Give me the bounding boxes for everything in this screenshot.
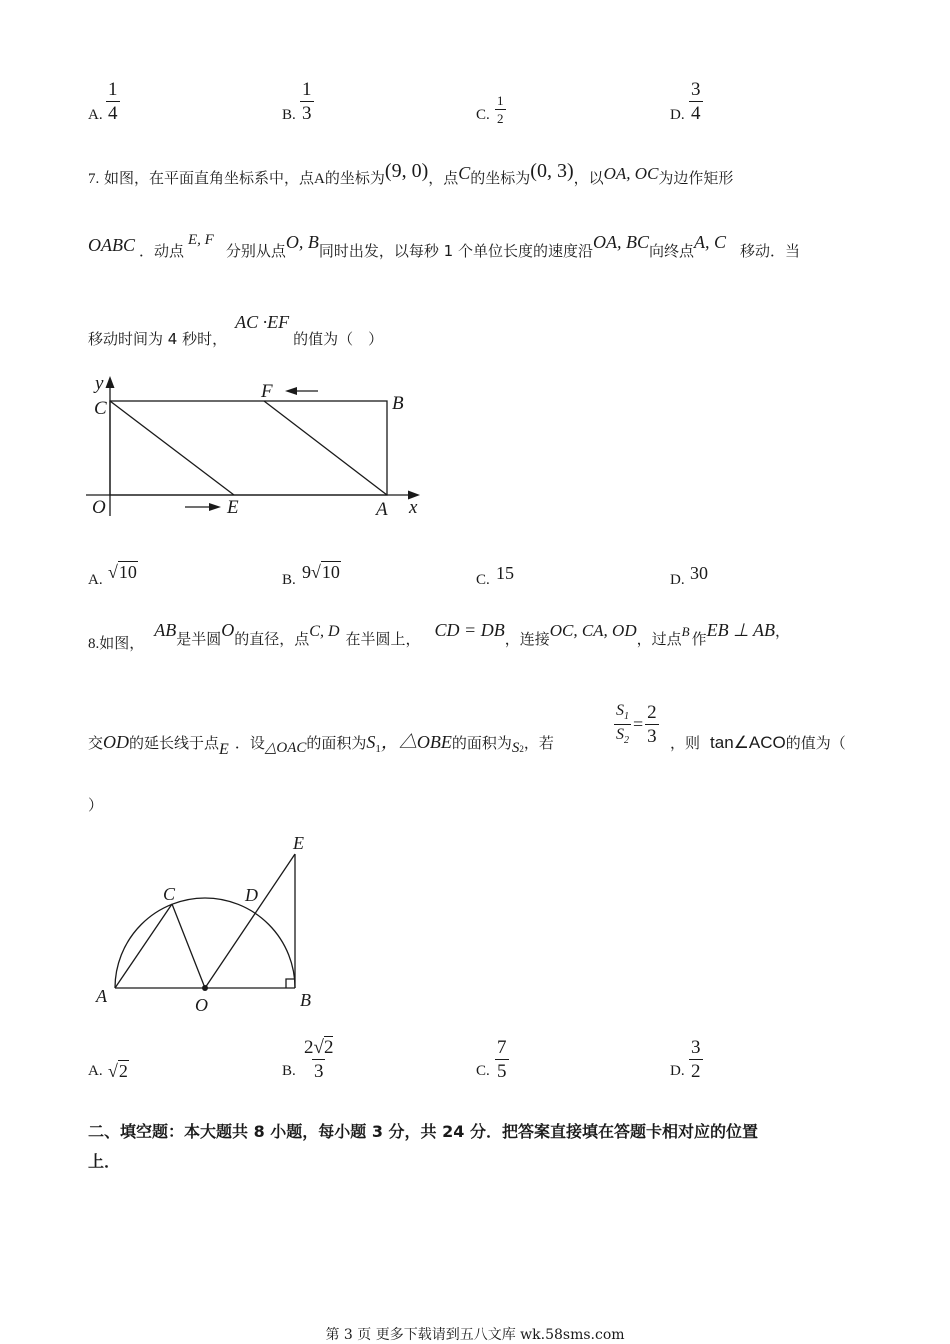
q7-line-1	[88, 160, 734, 189]
equals-sign: =	[633, 714, 644, 735]
q8-text: 的直径，点	[234, 630, 310, 648]
q7-point-c: C	[458, 163, 471, 183]
q7-text: 移动．当	[739, 242, 800, 260]
q8-option-a-value: √2	[108, 1061, 128, 1081]
q8-s1: S	[366, 732, 376, 752]
q7-text: 为边作矩形	[658, 169, 734, 187]
q7-ends: A, C	[693, 232, 726, 252]
label-d: D	[245, 885, 258, 905]
q6-option-b-letter: B.	[282, 107, 296, 123]
fraction-denominator: 3	[302, 103, 312, 124]
q8-text: 交	[88, 734, 104, 752]
q8-tan-expression: tan∠ACO	[710, 733, 786, 752]
coefficient: 2	[304, 1037, 314, 1058]
q7-text: ，点	[428, 169, 459, 187]
section-heading-line-1: 二、填空题：本大题共 8 小题，每小题 3 分，共 24 分．把答案直接填在答题卡相对应的位置	[88, 1122, 758, 1141]
q7-rectangle-figure	[82, 370, 427, 520]
label-o: O	[195, 995, 208, 1015]
q8-triangle-obe: ，△OBE	[380, 732, 452, 752]
q7-starts: O, B	[285, 232, 319, 252]
q8-points: C, D	[309, 623, 340, 640]
q7-option-a-value: √10	[108, 562, 137, 582]
q8-line-1	[88, 620, 790, 652]
q8-closing-paren: ）	[88, 796, 104, 814]
fraction-denominator: 5	[497, 1061, 507, 1082]
q8-option-d-fraction	[689, 1038, 703, 1081]
q8-text: 是半圆	[176, 630, 222, 648]
radicand: 2	[323, 1037, 334, 1058]
label-a: A	[376, 499, 388, 520]
label-y: y	[95, 373, 104, 394]
q7-paths: OA, BC	[592, 232, 649, 252]
segment-ca	[115, 904, 172, 988]
fraction-denominator: 2	[497, 111, 504, 126]
q8-s1-subscript: 1	[375, 743, 381, 755]
q7-coord-a: (9, 0)	[384, 160, 429, 182]
fraction-numerator: 2	[647, 702, 657, 724]
q8-option-d-letter: D.	[670, 1063, 685, 1079]
q8-center: O	[221, 620, 235, 640]
semicircle-arc	[115, 898, 295, 988]
q8-triangle-oac: △OAC	[264, 740, 307, 756]
question-number: 8.	[88, 636, 100, 652]
coefficient: 9	[302, 562, 311, 582]
q7-text: 的坐标为	[470, 169, 531, 187]
q6-option-a-letter: A.	[88, 107, 103, 123]
q8-od: OD	[103, 732, 130, 752]
label-f: F	[261, 381, 273, 402]
q7-option-c-value: 15	[496, 563, 514, 583]
q6-option-d-letter: D.	[670, 107, 685, 123]
q7-option-a-letter: A.	[88, 572, 103, 588]
page-footer: 第 3 页 更多下载请到五八文库 wk.58sms.com	[325, 1327, 625, 1343]
q8-text: ，过点	[636, 630, 682, 648]
radicand: 10	[118, 562, 137, 582]
ratio-s1: S	[616, 702, 624, 719]
q6-option-b-fraction	[300, 80, 314, 123]
ratio-s2: S	[616, 726, 624, 744]
q8-text: 的面积为	[306, 734, 367, 752]
q7-option-b-value: 9√10	[302, 562, 340, 582]
q8-option-c-letter: C.	[476, 1063, 490, 1079]
q8-option-b-letter: B.	[282, 1063, 296, 1079]
q7-text: 移动时间为 4 秒时，	[88, 330, 228, 348]
q8-arcs: CD = DB	[434, 620, 505, 640]
q7-text: ，以	[573, 169, 604, 187]
q7-text: 分别从点	[225, 242, 286, 260]
q7-option-d-letter: D.	[670, 572, 685, 588]
label-e: E	[227, 497, 239, 518]
segment-fa	[264, 401, 387, 495]
q7-text: 同时出发，以每秒 1 个单位长度的速度沿	[318, 242, 593, 260]
q7-rect: OABC	[88, 235, 135, 255]
q7-option-b-letter: B.	[282, 572, 296, 588]
fraction-numerator: 7	[497, 1037, 507, 1058]
segment-oc	[172, 904, 205, 988]
q7-text: ．动点	[139, 242, 185, 260]
rectangle-oabc	[110, 401, 387, 495]
q7-line-3	[88, 312, 384, 348]
label-c: C	[163, 884, 176, 904]
q8-text: ，连接	[504, 630, 550, 648]
q8-text: ，若	[523, 734, 554, 752]
q8-text: 的值为（	[785, 734, 846, 752]
fraction-numerator: 1	[108, 79, 118, 100]
fraction-denominator: 4	[108, 103, 118, 124]
radicand: 10	[321, 562, 340, 582]
fraction-denominator: 4	[691, 103, 701, 124]
label-c: C	[94, 398, 107, 419]
center-dot	[202, 985, 208, 991]
q7-text: 向终点	[648, 242, 694, 260]
q8-ratio-rhs	[645, 703, 659, 746]
q8-text: 的延长线于点	[129, 734, 220, 752]
q7-option-d-value: 30	[690, 563, 708, 583]
q8-option-a-letter: A.	[88, 1063, 103, 1079]
label-b: B	[392, 393, 404, 414]
q7-line-2	[88, 232, 800, 261]
fraction-numerator: 1	[497, 93, 504, 108]
section-heading	[88, 1117, 858, 1177]
section-heading-line-2: 上．	[88, 1152, 121, 1171]
segment-ce	[110, 401, 234, 495]
fraction-numerator: 1	[302, 79, 312, 100]
q8-segments: OC, CA, OD	[549, 621, 637, 640]
label-x: x	[409, 497, 418, 518]
q8-ratio-lhs	[614, 703, 631, 746]
q8-perpendicular: EB ⊥ AB	[706, 620, 775, 640]
fraction-denominator: 3	[647, 726, 657, 748]
q8-point-e: E	[219, 741, 229, 758]
q7-sides: OA, OC	[603, 164, 659, 183]
q8-option-b-fraction: $\frac{2√2}{3}$	[304, 1037, 334, 1082]
label-b: B	[300, 990, 311, 1010]
q7-expression: AC ·EF	[235, 312, 290, 332]
q8-text: 如图，	[99, 634, 145, 652]
q7-movers: E, F	[188, 232, 214, 248]
ratio-s1-subscript: 1	[624, 711, 629, 723]
q8-text: ，	[774, 622, 790, 640]
q8-text: 在半圆上，	[345, 630, 421, 648]
q8-semicircle-figure	[90, 830, 315, 1020]
q8-line-2	[88, 728, 554, 758]
q8-text: ．设	[234, 734, 265, 752]
q7-coord-c: (0, 3)	[530, 160, 574, 182]
q7-text: 如图，在平面直角坐标系中，点	[104, 169, 315, 187]
q8-text: 的面积为	[451, 734, 512, 752]
q7-text: 的坐标为	[324, 169, 385, 187]
q8-option-c-fraction	[495, 1038, 509, 1081]
q8-s2-subscript: 2	[519, 744, 524, 754]
q8-s2: S	[511, 740, 520, 756]
ratio-s2-subscript: 2	[624, 735, 629, 747]
label-o: O	[92, 497, 106, 518]
right-angle-icon	[286, 979, 295, 988]
q6-option-d-fraction	[689, 80, 703, 123]
radicand: 2	[118, 1061, 128, 1081]
question-number: 7.	[88, 171, 100, 187]
q7-point-a: A	[314, 171, 325, 187]
fraction-numerator: 3	[691, 1037, 701, 1058]
q8-text: ，则	[670, 734, 701, 752]
q7-text: 的值为（ ）	[293, 330, 384, 348]
q6-option-c-fraction	[495, 94, 506, 125]
q6-option-a-fraction	[106, 80, 120, 123]
q8-diameter: AB	[154, 620, 177, 640]
q8-line-2-tail	[670, 732, 846, 753]
q8-ratio	[614, 703, 659, 746]
label-e: E	[293, 833, 304, 853]
label-a: A	[96, 986, 107, 1006]
q8-text: 作	[691, 630, 707, 648]
fraction-denominator: 3	[313, 1061, 324, 1082]
fraction-denominator: 2	[691, 1061, 701, 1082]
q6-option-c-letter: C.	[476, 107, 490, 123]
fraction-numerator: 3	[691, 79, 701, 100]
segment-oe	[205, 854, 295, 988]
q8-point-b: B	[681, 624, 690, 639]
q7-option-c-letter: C.	[476, 572, 490, 588]
